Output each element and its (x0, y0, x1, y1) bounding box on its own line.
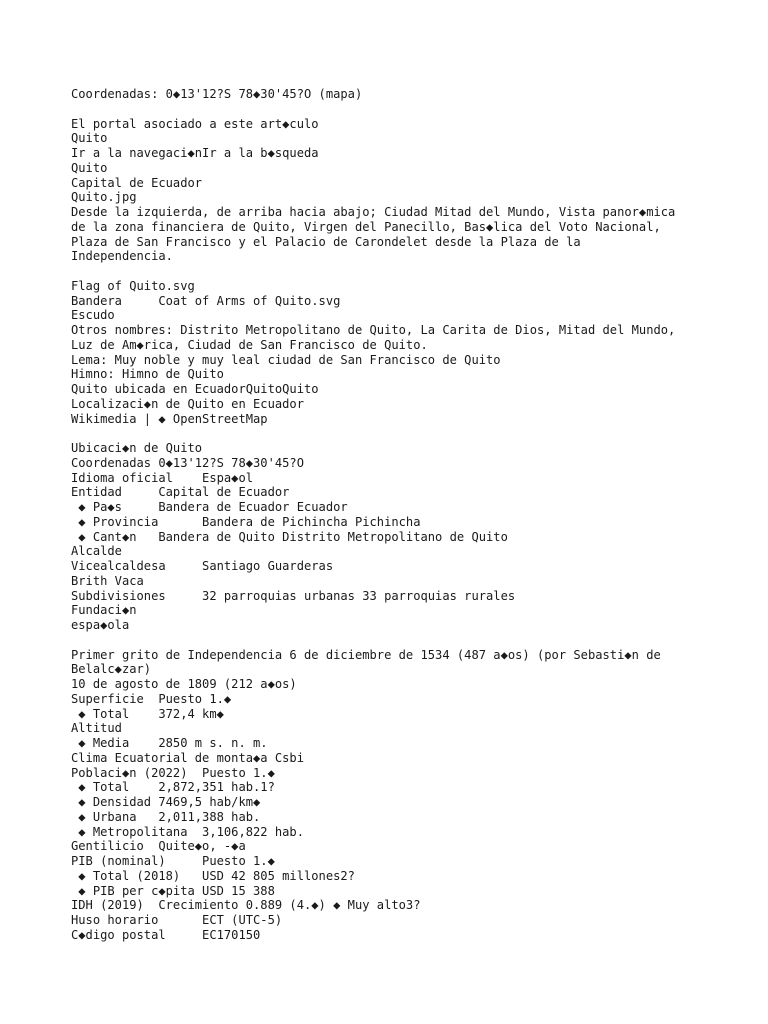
text-line: Clima Ecuatorial de monta◆a Csbi (71, 750, 304, 765)
text-line: Otros nombres: Distrito Metropolitano de Quito, La Carita de Dios, Mitad del Mundo, (71, 323, 676, 337)
text-line: Escudo (71, 308, 115, 323)
blank-line (71, 102, 731, 117)
text-line: Primer grito de Independencia 6 de diciembre de 1534 (487 a◆os) (por Sebasti◆n de (71, 647, 661, 662)
blank-line (71, 264, 731, 279)
text-line: Bandera Coat of Arms of Quito.svg (71, 293, 341, 308)
text-line: ◆ Metropolitana 3,106,822 hab. (71, 824, 304, 839)
document-body (71, 87, 731, 943)
text-line: Subdivisiones 32 parroquias urbanas 33 parroquias rurales (71, 588, 516, 603)
text-line: Gentilicio Quite◆o, -◆a (71, 839, 246, 854)
text-line: El portal asociado a este art◆culo (71, 116, 319, 131)
text-line: Huso horario ECT (UTC-5) (71, 913, 283, 927)
text-line: Coordenadas 0◆13'12?S 78◆30'45?O (71, 455, 304, 470)
text-line: Plaza de San Francisco y el Palacio de Carondelet desde la Plaza de la (71, 234, 581, 249)
text-line: Independencia. (71, 249, 173, 264)
text-line: Flag of Quito.svg (71, 278, 195, 293)
text-line: Alcalde (71, 544, 122, 559)
text-line: ◆ Provincia Bandera de Pichincha Pichincha (71, 514, 421, 529)
text-line: Superficie Puesto 1.◆ (71, 691, 232, 706)
text-line: Poblaci◆n (2022) Puesto 1.◆ (71, 765, 275, 780)
text-line: espa◆ola (71, 618, 130, 632)
text-line: de la zona financiera de Quito, Virgen del Panecillo, Bas◆lica del Voto Nacional, (71, 219, 661, 234)
text-line: Ir a la navegaci◆nIr a la b◆squeda (71, 146, 319, 160)
text-line: Desde la izquierda, de arriba hacia abajo; Ciudad Mitad del Mundo, Vista panor◆mica (71, 205, 676, 219)
text-line: Altitud (71, 721, 122, 736)
text-line: ◆ Total (2018) USD 42 805 millones2? (71, 868, 355, 883)
text-line: Himno: Himno de Quito (71, 367, 224, 382)
text-line: Brith Vaca (71, 573, 144, 588)
text-line: Belalc◆zar) (71, 662, 152, 677)
text-line: 10 de agosto de 1809 (212 a◆os) (71, 677, 297, 691)
text-line: Lema: Muy noble y muy leal ciudad de San Francisco de Quito (71, 352, 501, 367)
text-line: Wikimedia | ◆ OpenStreetMap (71, 411, 268, 426)
text-line: ◆ Media 2850 m s. n. m. (71, 736, 268, 750)
text-line: C◆digo postal EC170150 (71, 927, 261, 942)
text-line: Fundaci◆n (71, 603, 137, 618)
text-line: Quito (71, 160, 108, 175)
text-line: Localizaci◆n de Quito en Ecuador (71, 396, 304, 411)
text-line: Luz de Am◆rica, Ciudad de San Francisco de Quito. (71, 337, 428, 352)
text-line: Coordenadas: 0◆13'12?S 78◆30'45?O (mapa) (71, 87, 363, 101)
blank-line (71, 426, 731, 441)
text-line: ◆ Pa◆s Bandera de Ecuador Ecuador (71, 500, 348, 514)
text-line: Entidad Capital de Ecuador (71, 485, 290, 500)
text-line: Vicealcaldesa Santiago Guarderas (71, 559, 334, 573)
text-line: ◆ Total 2,872,351 hab.1? (71, 780, 275, 795)
blank-line (71, 633, 731, 648)
text-line: IDH (2019) Crecimiento 0.889 (4.◆) ◆ Muy alto3? (71, 898, 421, 913)
text-line: Idioma oficial Espa◆ol (71, 470, 254, 485)
text-line: ◆ Urbana 2,011,388 hab. (71, 809, 261, 824)
text-line: Quito (71, 131, 108, 146)
text-line: ◆ PIB per c◆pita USD 15 388 (71, 883, 275, 898)
text-line: ◆ Cant◆n Bandera de Quito Distrito Metropolitano de Quito (71, 529, 508, 544)
text-line: Capital de Ecuador (71, 175, 203, 190)
text-line: Quito ubicada en EcuadorQuitoQuito (71, 382, 319, 396)
text-line: ◆ Densidad 7469,5 hab/km◆ (71, 795, 261, 809)
text-line: Ubicaci◆n de Quito (71, 441, 203, 455)
text-line: PIB (nominal) Puesto 1.◆ (71, 854, 275, 868)
text-line: Quito.jpg (71, 190, 137, 205)
text-line: ◆ Total 372,4 km◆ (71, 706, 224, 721)
